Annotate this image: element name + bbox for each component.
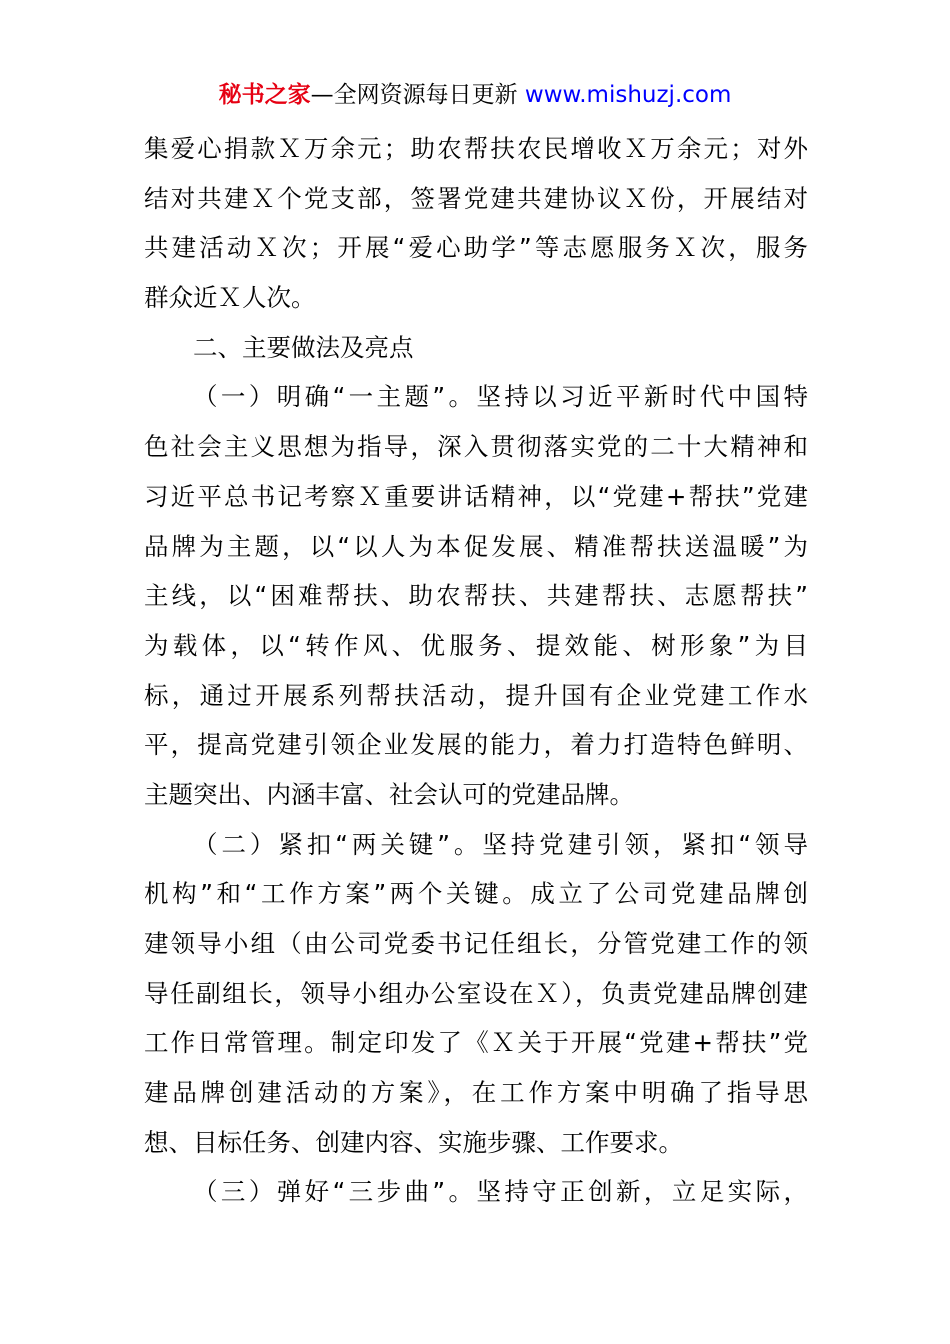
document-body	[144, 124, 808, 1217]
page-header	[0, 78, 950, 112]
body-line: 标，通过开展系列帮扶活动，提升国有企业党建工作水	[144, 680, 808, 710]
body-line: （三）弹好“三步曲”。坚持守正创新，立足实际，	[193, 1177, 808, 1207]
body-line: 色社会主义思想为指导，深入贯彻落实党的二十大精神和	[144, 432, 808, 462]
body-line: 主题突出、内涵丰富、社会认可的党建品牌。	[144, 779, 634, 809]
header-site-link[interactable]: www.mishuzj.com	[524, 82, 732, 108]
body-line: （一）明确“一主题”。坚持以习近平新时代中国特	[193, 382, 808, 412]
body-line: （二）紧扣“两关键”。坚持党建引领，紧扣“领导	[193, 829, 808, 859]
body-line: 共建活动Ｘ次；开展“爱心助学”等志愿服务Ｘ次，服务	[144, 233, 808, 263]
body-line: 平，提高党建引领企业发展的能力，着力打造特色鲜明、	[144, 730, 808, 760]
body-line: 结对共建Ｘ个党支部，签署党建共建协议Ｘ份，开展结对	[144, 183, 808, 213]
body-line: 建品牌创建活动的方案》，在工作方案中明确了指导思	[144, 1078, 808, 1108]
body-line: 工作日常管理。制定印发了《Ｘ关于开展“党建+帮扶”党	[144, 1028, 808, 1058]
body-line: 机构”和“工作方案”两个关键。成立了公司党建品牌创	[144, 879, 808, 909]
header-brand: 秘书之家	[218, 82, 311, 108]
body-line: 习近平总书记考察Ｘ重要讲话精神，以“党建+帮扶”党建	[144, 481, 808, 511]
body-line: 建领导小组（由公司党委书记任组长，分管党建工作的领	[144, 929, 808, 958]
body-line: 群众近Ｘ人次。	[144, 283, 316, 313]
body-line: 品牌为主题，以“以人为本促发展、精准帮扶送温暖”为	[144, 531, 808, 561]
body-line: 为载体，以“转作风、优服务、提效能、树形象”为目	[144, 630, 808, 660]
section-heading: 二、主要做法及亮点	[193, 332, 414, 362]
body-line: 集爱心捐款Ｘ万余元；助农帮扶农民增收Ｘ万余元；对外	[144, 134, 808, 163]
body-line: 导任副组长，领导小组办公室设在Ｘ），负责党建品牌创建	[144, 978, 808, 1008]
header-tagline: —全网资源每日更新	[310, 82, 518, 108]
body-line: 主线，以“困难帮扶、助农帮扶、共建帮扶、志愿帮扶”	[144, 581, 808, 611]
body-line: 想、目标任务、创建内容、实施步骤、工作要求。	[144, 1127, 683, 1157]
